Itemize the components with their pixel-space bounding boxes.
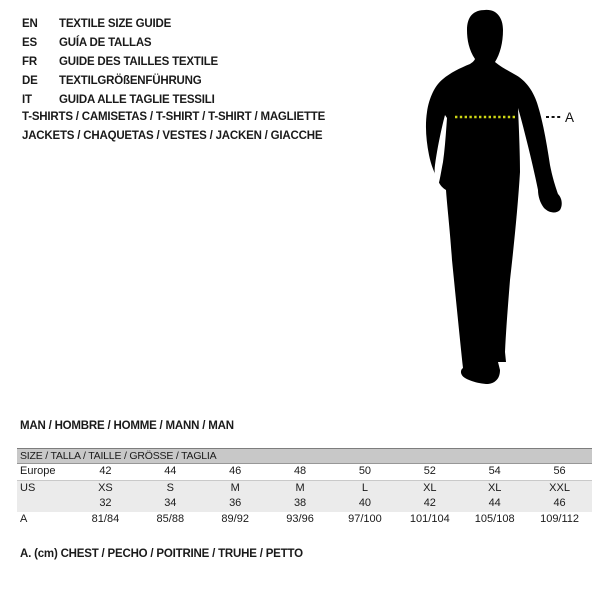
size-cell: 50 xyxy=(358,465,372,477)
table-row-numeric xyxy=(17,496,592,512)
size-cell: 89/92 xyxy=(221,512,249,525)
lang-text: GUÍA DE TALLAS xyxy=(59,37,152,49)
size-cell: 42 xyxy=(423,497,436,509)
lang-row-fr xyxy=(22,53,218,72)
man-silhouette-figure xyxy=(410,0,600,400)
size-cell: 32 xyxy=(99,497,112,509)
size-cell: 101/104 xyxy=(409,512,450,525)
section-heading-man: MAN / HOMBRE / HOMME / MANN / MAN xyxy=(20,420,234,432)
size-cell: XL xyxy=(423,481,437,494)
size-cell: 48 xyxy=(293,465,307,477)
size-cell: XL xyxy=(487,481,502,494)
size-cell: XXL xyxy=(549,481,570,494)
chest-measure-footnote: A. (cm) CHEST / PECHO / POITRINE / TRUHE / PETTO xyxy=(20,548,303,560)
table-row-us xyxy=(17,481,592,497)
table-row-europe xyxy=(17,464,592,481)
size-cell: 54 xyxy=(488,465,501,477)
row-label: Europe xyxy=(20,465,56,477)
lang-text: TEXTILGRÖßENFÜHRUNG xyxy=(59,75,202,87)
size-cell: M xyxy=(295,481,305,494)
size-cell: 105/108 xyxy=(474,512,515,525)
lang-text: GUIDA ALLE TAGLIE TESSILI xyxy=(59,94,215,106)
size-cell: 36 xyxy=(229,497,242,509)
marker-label-a: A xyxy=(565,110,575,125)
size-cell: 46 xyxy=(229,465,242,477)
size-table xyxy=(17,448,592,527)
language-block xyxy=(22,15,218,110)
row-label xyxy=(17,496,73,512)
lang-text: GUIDE DES TAILLES TEXTILE xyxy=(59,56,218,68)
size-cell: 109/112 xyxy=(540,512,580,525)
table-row-chest-a xyxy=(17,512,592,528)
size-cell: L xyxy=(361,481,368,494)
size-cell: 44 xyxy=(164,465,177,477)
size-cell: 42 xyxy=(99,465,112,477)
size-cell: XS xyxy=(98,481,113,494)
row-label: US xyxy=(20,481,36,494)
lang-code: DE xyxy=(22,75,38,87)
size-cell: M xyxy=(230,481,240,494)
size-cell: S xyxy=(166,481,174,494)
size-cell: 40 xyxy=(358,497,372,509)
category-line-jackets: JACKETS / CHAQUETAS / VESTES / JACKEN / GIACCHE xyxy=(22,129,323,142)
size-cell: 97/100 xyxy=(348,512,382,525)
category-line-tshirts: T-SHIRTS / CAMISETAS / T-SHIRT / T-SHIRT / MAGLIETTE xyxy=(22,111,326,123)
lang-row-en xyxy=(22,15,218,34)
size-cell: 81/84 xyxy=(91,512,120,525)
category-block xyxy=(22,108,325,145)
lang-code: FR xyxy=(22,56,37,68)
man-silhouette-svg xyxy=(410,0,600,400)
size-cell: 52 xyxy=(423,465,436,477)
size-cell: 44 xyxy=(488,497,501,509)
lang-row-es xyxy=(22,34,218,53)
man-silhouette-shape xyxy=(426,10,562,384)
size-cell: 38 xyxy=(293,497,307,509)
size-cell: 56 xyxy=(553,465,566,477)
size-table-header: SIZE / TALLA / TAILLE / GRÖSSE / TAGLIA xyxy=(17,449,592,464)
lang-code: ES xyxy=(22,37,37,49)
lang-code: EN xyxy=(22,18,38,30)
size-cell: 93/96 xyxy=(286,512,314,525)
row-label: A xyxy=(20,512,28,525)
size-cell: 34 xyxy=(164,497,177,509)
size-cell: 85/88 xyxy=(156,512,185,525)
lang-code: IT xyxy=(22,94,32,106)
size-cell: 46 xyxy=(553,497,566,509)
lang-text: TEXTILE SIZE GUIDE xyxy=(59,18,172,30)
lang-row-de xyxy=(22,72,218,91)
